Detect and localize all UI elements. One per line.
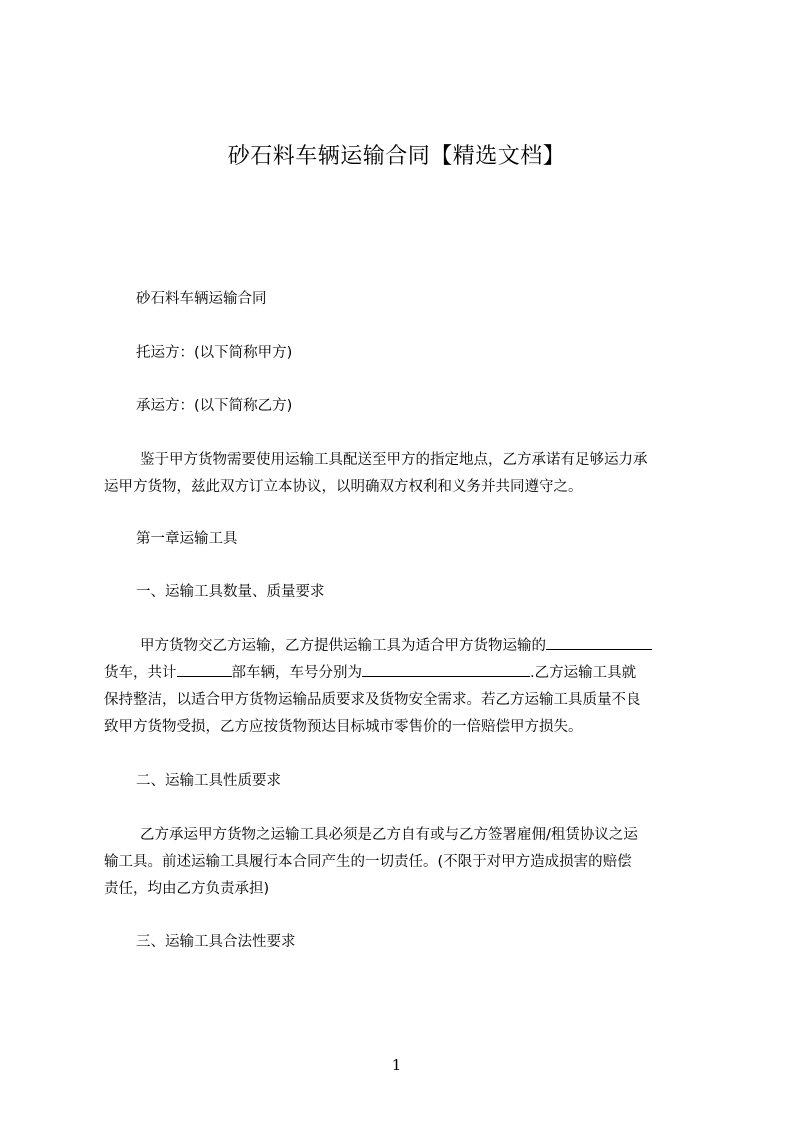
party-a-line: 托运方：(以下简称甲方) bbox=[136, 345, 293, 361]
section-3-heading: 三、运输工具合法性要求 bbox=[136, 934, 296, 950]
document-title: 砂石料车辆运输合同【精选文档】 bbox=[227, 144, 566, 169]
section-2-paragraph bbox=[104, 822, 704, 903]
truck-type-blank bbox=[546, 634, 652, 650]
section-1-line-2-c: .乙方运输工具就 bbox=[530, 665, 637, 681]
vehicle-count-blank bbox=[177, 661, 232, 677]
party-b-line: 承运方：(以下简称乙方) bbox=[136, 398, 293, 414]
section-1-line-2-a: 货车，共计 bbox=[104, 665, 177, 681]
section-2-line-1: 乙方承运甲方货物之运输工具必须是乙方自有或与乙方签署雇佣/租赁协议之运 bbox=[140, 827, 638, 843]
contract-subtitle: 砂石料车辆运输合同 bbox=[136, 291, 267, 307]
section-2-heading: 二、运输工具性质要求 bbox=[136, 773, 281, 789]
page-number: 1 bbox=[391, 1056, 402, 1074]
intro-paragraph bbox=[104, 447, 704, 501]
section-1-line-2-b: 部车辆，车号分别为 bbox=[231, 665, 362, 681]
section-1-line-1 bbox=[104, 633, 704, 660]
section-1-heading: 一、运输工具数量、质量要求 bbox=[136, 584, 325, 600]
chapter-1-heading: 第一章运输工具 bbox=[136, 531, 238, 547]
section-2-line-3: 责任，均由乙方负责承担) bbox=[104, 881, 270, 897]
section-1-line-1-text: 甲方货物交乙方运输，乙方提供运输工具为适合甲方货物运输的 bbox=[140, 638, 546, 654]
plate-numbers-blank bbox=[362, 661, 530, 677]
intro-line-2: 运甲方货物，兹此双方订立本协议，以明确双方权利和义务并共同遵守之。 bbox=[104, 479, 583, 495]
section-1-paragraph bbox=[104, 633, 704, 741]
section-2-line-2: 输工具。前述运输工具履行本合同产生的一切责任。(不限于对甲方造成损害的赔偿 bbox=[104, 854, 632, 870]
section-1-line-4: 致甲方货物受损，乙方应按货物预达目标城市零售价的一倍赔偿甲方损失。 bbox=[104, 719, 583, 735]
intro-line-1: 鉴于甲方货物需要使用运输工具配送至甲方的指定地点，乙方承诺有足够运力承 bbox=[140, 452, 648, 468]
section-1-line-3: 保持整洁，以适合甲方货物运输品质要求及货物安全需求。若乙方运输工具质量不良 bbox=[104, 692, 641, 708]
section-1-line-2 bbox=[104, 660, 704, 687]
